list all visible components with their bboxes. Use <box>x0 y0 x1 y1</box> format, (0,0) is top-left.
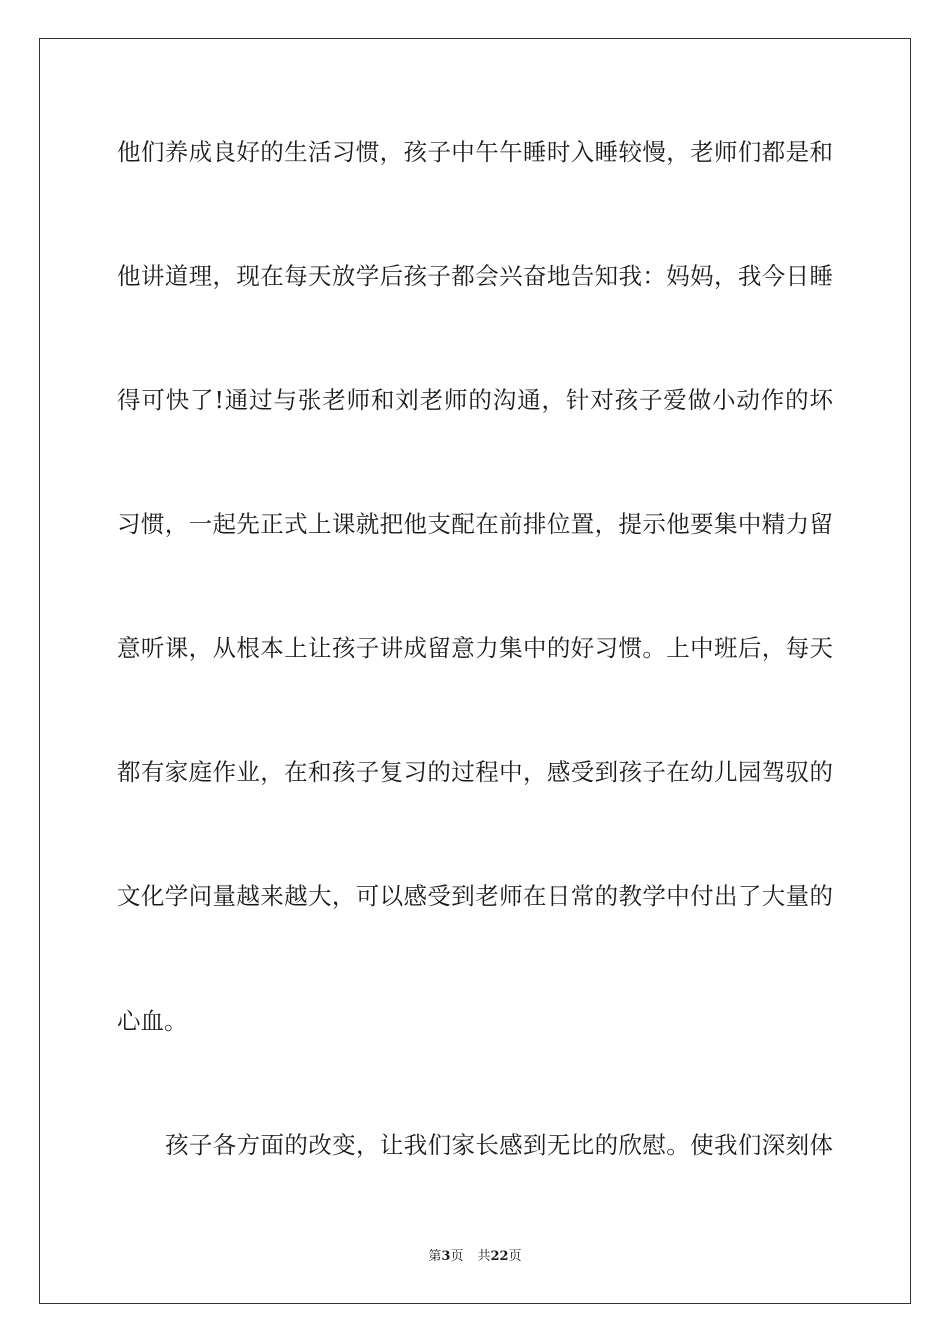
page-footer <box>0 1248 950 1266</box>
page-border <box>39 38 911 1304</box>
body-text-line-6: 都有家庭作业，在和孩子复习的过程中，感受到孩子在幼儿园驾驭的 <box>117 758 833 786</box>
total-prefix: 共 <box>477 1249 491 1264</box>
body-text-line-7: 文化学问量越来越大，可以感受到老师在日常的教学中付出了大量的 <box>117 882 833 910</box>
page-suffix: 页 <box>450 1249 464 1264</box>
body-text-line-4: 习惯，一起先正式上课就把他支配在前排位置，提示他要集中精力留 <box>117 510 833 538</box>
body-text-line-3: 得可快了!通过与张老师和刘老师的沟通，针对孩子爱做小动作的坏 <box>117 386 833 414</box>
body-text-line-5: 意听课，从根本上让孩子讲成留意力集中的好习惯。上中班后，每天 <box>117 634 833 662</box>
body-text-line-8: 心血。 <box>117 1007 188 1035</box>
page-prefix: 第 <box>428 1249 442 1264</box>
total-pages: 22 <box>490 1249 509 1264</box>
body-text-line-1: 他们养成良好的生活习惯，孩子中午午睡时入睡较慢，老师们都是和 <box>117 138 833 166</box>
total-suffix: 页 <box>508 1249 522 1264</box>
page-number: 3 <box>441 1249 451 1264</box>
body-text-line-2: 他讲道理，现在每天放学后孩子都会兴奋地告知我：妈妈，我今日睡 <box>117 262 833 290</box>
paragraph-start-line: 孩子各方面的改变，让我们家长感到无比的欣慰。使我们深刻体 <box>165 1131 833 1159</box>
